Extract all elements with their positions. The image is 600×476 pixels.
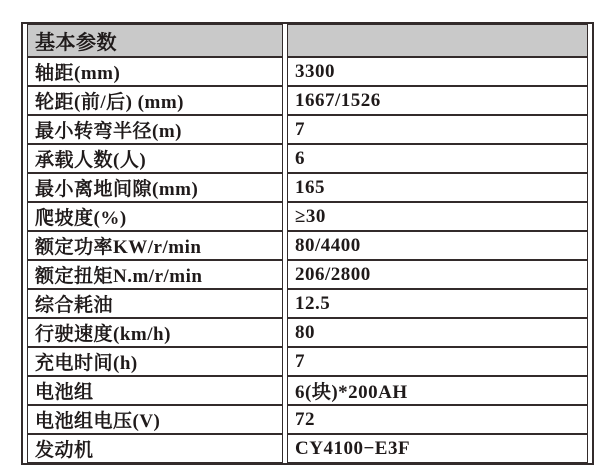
- param-value-cell: 80/4400: [287, 231, 588, 260]
- param-value-cell: CY4100−E3F: [287, 434, 588, 463]
- param-label-cell: 轴距(mm): [27, 57, 283, 86]
- table-row: [27, 405, 588, 434]
- param-label-cell: 轮距(前/后) (mm): [27, 86, 283, 115]
- table-row: [27, 347, 588, 376]
- spec-table: [21, 22, 594, 465]
- param-value-cell: 206/2800: [287, 260, 588, 289]
- table-row: [27, 231, 588, 260]
- table-row: [27, 144, 588, 173]
- param-label-cell: 行驶速度(km/h): [27, 318, 283, 347]
- table-row: [27, 260, 588, 289]
- param-label-cell: 电池组电压(V): [27, 405, 283, 434]
- table-row: [27, 115, 588, 144]
- table-row: [27, 289, 588, 318]
- header-title-cell: 基本参数: [27, 24, 283, 57]
- param-value-cell: 80: [287, 318, 588, 347]
- param-value-cell: 1667/1526: [287, 86, 588, 115]
- param-label-cell: 爬坡度(%): [27, 202, 283, 231]
- param-value-cell: 3300: [287, 57, 588, 86]
- param-label-cell: 综合耗油: [27, 289, 283, 318]
- spec-table-body: [27, 24, 588, 463]
- param-value-cell: 6: [287, 144, 588, 173]
- table-row: [27, 86, 588, 115]
- param-label-cell: 最小离地间隙(mm): [27, 173, 283, 202]
- param-label-cell: 额定扭矩N.m/r/min: [27, 260, 283, 289]
- table-row: [27, 57, 588, 86]
- param-value-cell: 7: [287, 115, 588, 144]
- param-label-cell: 发动机: [27, 434, 283, 463]
- param-value-cell: 12.5: [287, 289, 588, 318]
- param-label-cell: 最小转弯半径(m): [27, 115, 283, 144]
- table-row: [27, 173, 588, 202]
- table-row: [27, 202, 588, 231]
- param-label-cell: 充电时间(h): [27, 347, 283, 376]
- param-value-cell: 6(块)*200AH: [287, 376, 588, 405]
- table-row: [27, 376, 588, 405]
- param-label-cell: 电池组: [27, 376, 283, 405]
- param-value-cell: 72: [287, 405, 588, 434]
- param-label-cell: 承载人数(人): [27, 144, 283, 173]
- header-value-cell: [287, 24, 588, 57]
- param-value-cell: ≥30: [287, 202, 588, 231]
- param-value-cell: 7: [287, 347, 588, 376]
- table-row: [27, 434, 588, 463]
- table-row: [27, 318, 588, 347]
- param-value-cell: 165: [287, 173, 588, 202]
- param-label-cell: 额定功率KW/r/min: [27, 231, 283, 260]
- table-header-row: [27, 24, 588, 57]
